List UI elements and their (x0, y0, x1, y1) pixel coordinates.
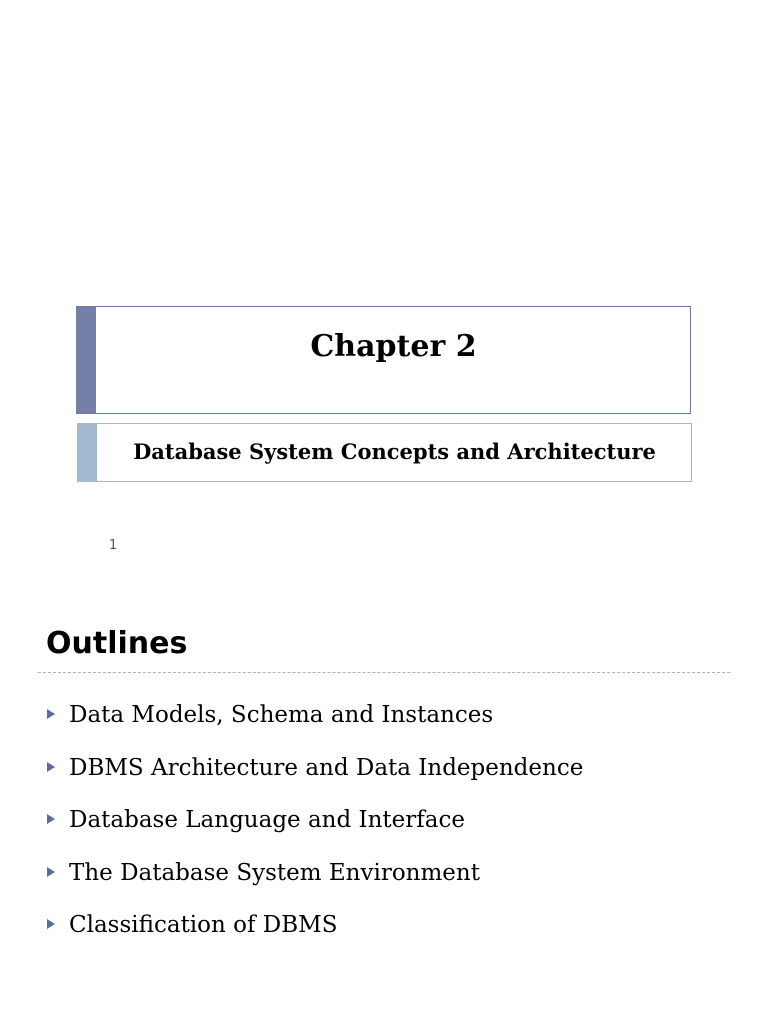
list-item (44, 805, 583, 858)
title-box (76, 306, 691, 414)
list-item (44, 700, 583, 753)
list-item-label: The Database System Environment (69, 859, 480, 886)
heading-divider (38, 672, 730, 673)
triangle-bullet-icon (47, 814, 55, 824)
subtitle-accent-bar (77, 423, 97, 482)
slide-title: Chapter 2 (310, 329, 477, 364)
page-number: 1 (109, 538, 118, 553)
triangle-bullet-icon (47, 867, 55, 877)
list-item-label: Data Models, Schema and Instances (69, 702, 494, 728)
list-item (44, 910, 583, 963)
list-item-label: Classification of DBMS (69, 912, 338, 938)
triangle-bullet-icon (47, 919, 55, 929)
subtitle-box (77, 423, 692, 482)
list-item (44, 858, 583, 911)
list-item-label: Database Language and Interface (69, 807, 465, 833)
list-item (44, 753, 583, 806)
title-accent-bar (76, 306, 96, 414)
triangle-bullet-icon (47, 762, 55, 772)
list-item-label: DBMS Architecture and Data Independence (69, 754, 584, 781)
triangle-bullet-icon (47, 709, 55, 719)
slide-subtitle: Database System Concepts and Architecture (133, 439, 656, 464)
outline-list (44, 700, 583, 963)
outlines-heading: Outlines (46, 626, 188, 661)
